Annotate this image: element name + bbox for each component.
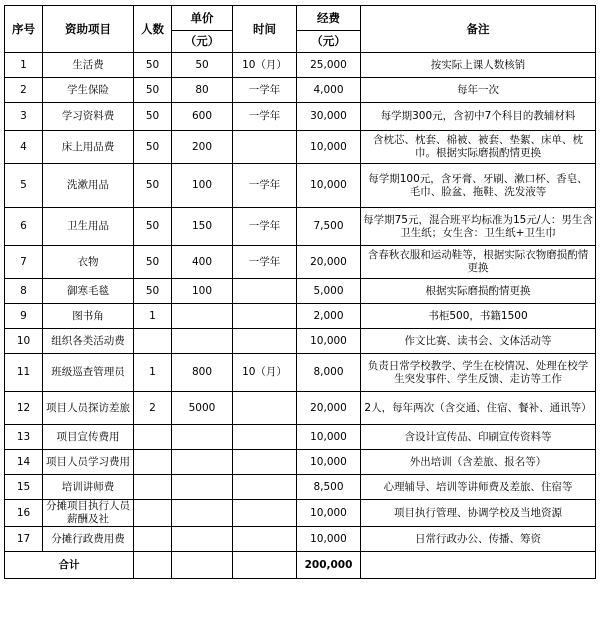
row-note[interactable]: 作文比赛、读书会、文体活动等 <box>361 329 596 354</box>
row-cost[interactable]: 10,000 <box>297 450 361 475</box>
row-item[interactable]: 卫生用品 <box>43 208 134 246</box>
row-time[interactable] <box>233 279 297 304</box>
row-people[interactable]: 1 <box>134 354 172 392</box>
row-no[interactable]: 3 <box>5 103 43 131</box>
row-price[interactable]: 5000 <box>172 392 233 425</box>
row-time[interactable] <box>233 131 297 164</box>
row-no[interactable]: 15 <box>5 475 43 500</box>
row-price[interactable]: 150 <box>172 208 233 246</box>
row-cost[interactable]: 8,500 <box>297 475 361 500</box>
row-price[interactable] <box>172 500 233 527</box>
row-note[interactable]: 负责日常学校教学、学生在校情况、处理在校学生突发事件、学生反馈、走访等工作 <box>361 354 596 392</box>
row-people[interactable]: 50 <box>134 246 172 279</box>
row-time[interactable] <box>233 425 297 450</box>
row-no[interactable]: 9 <box>5 304 43 329</box>
row-time[interactable]: 一学年 <box>233 208 297 246</box>
total-empty-cell[interactable] <box>172 552 233 579</box>
table-row <box>5 53 596 78</box>
row-price[interactable]: 80 <box>172 78 233 103</box>
header-unit-price-unit[interactable]: （元） <box>172 31 233 53</box>
row-time[interactable]: 一学年 <box>233 164 297 208</box>
row-price[interactable] <box>172 425 233 450</box>
row-no[interactable]: 11 <box>5 354 43 392</box>
row-cost[interactable]: 7,500 <box>297 208 361 246</box>
budget-table <box>4 5 596 579</box>
row-price[interactable]: 100 <box>172 164 233 208</box>
row-cost[interactable]: 5,000 <box>297 279 361 304</box>
row-note[interactable]: 含设计宣传品、印刷宣传资料等 <box>361 425 596 450</box>
row-people[interactable]: 50 <box>134 53 172 78</box>
row-price[interactable] <box>172 475 233 500</box>
row-time[interactable] <box>233 304 297 329</box>
row-note[interactable]: 每学期75元，混合班平均标准为15元/人：男生含卫生纸；女生含：卫生纸+卫生巾 <box>361 208 596 246</box>
header-row <box>5 6 596 31</box>
row-item[interactable]: 学习资料费 <box>43 103 134 131</box>
row-time[interactable] <box>233 392 297 425</box>
table-row <box>5 354 596 392</box>
row-item[interactable]: 项目人员探访差旅 <box>43 392 134 425</box>
row-note[interactable]: 每年一次 <box>361 78 596 103</box>
header-people[interactable]: 人数 <box>134 6 172 53</box>
row-people[interactable]: 2 <box>134 392 172 425</box>
header-item[interactable]: 资助项目 <box>43 6 134 53</box>
row-people[interactable] <box>134 527 172 552</box>
row-note[interactable]: 项目执行管理、协调学校及当地资源 <box>361 500 596 527</box>
table-row <box>5 500 596 527</box>
row-no[interactable]: 6 <box>5 208 43 246</box>
row-item[interactable]: 图书角 <box>43 304 134 329</box>
row-cost[interactable]: 10,000 <box>297 500 361 527</box>
row-price[interactable]: 200 <box>172 131 233 164</box>
row-people[interactable]: 50 <box>134 279 172 304</box>
row-time[interactable]: 一学年 <box>233 246 297 279</box>
header-no[interactable]: 序号 <box>5 6 43 53</box>
row-item[interactable]: 御寒毛毯 <box>43 279 134 304</box>
row-people[interactable]: 50 <box>134 78 172 103</box>
header-cost[interactable]: 经费 <box>297 6 361 31</box>
table-row <box>5 304 596 329</box>
table-row <box>5 131 596 164</box>
row-time[interactable] <box>233 329 297 354</box>
row-time[interactable] <box>233 450 297 475</box>
table-row <box>5 425 596 450</box>
row-cost[interactable]: 10,000 <box>297 527 361 552</box>
row-no[interactable]: 8 <box>5 279 43 304</box>
row-time[interactable]: 一学年 <box>233 78 297 103</box>
row-no[interactable]: 12 <box>5 392 43 425</box>
row-no[interactable]: 14 <box>5 450 43 475</box>
row-time[interactable]: 10（月） <box>233 354 297 392</box>
total-empty-cell[interactable] <box>134 552 172 579</box>
table-row <box>5 246 596 279</box>
row-no[interactable]: 17 <box>5 527 43 552</box>
row-cost[interactable]: 2,000 <box>297 304 361 329</box>
row-note[interactable]: 按实际上课人数核销 <box>361 53 596 78</box>
row-note[interactable]: 每学期300元，含初中7个科目的教辅材料 <box>361 103 596 131</box>
row-cost[interactable]: 20,000 <box>297 246 361 279</box>
total-note[interactable] <box>361 552 596 579</box>
row-price[interactable] <box>172 527 233 552</box>
row-cost[interactable]: 10,000 <box>297 131 361 164</box>
row-cost[interactable]: 10,000 <box>297 164 361 208</box>
row-item[interactable]: 洗漱用品 <box>43 164 134 208</box>
table-row <box>5 527 596 552</box>
row-time[interactable] <box>233 475 297 500</box>
row-people[interactable] <box>134 500 172 527</box>
header-unit-price[interactable]: 单价 <box>172 6 233 31</box>
row-cost[interactable]: 10,000 <box>297 329 361 354</box>
row-note[interactable]: 心理辅导、培训等讲师费及差旅、住宿等 <box>361 475 596 500</box>
row-people[interactable]: 50 <box>134 208 172 246</box>
row-price[interactable]: 800 <box>172 354 233 392</box>
row-people[interactable] <box>134 329 172 354</box>
row-item[interactable]: 生活费 <box>43 53 134 78</box>
row-item[interactable]: 组织各类活动费 <box>43 329 134 354</box>
row-item[interactable]: 班级巡查管理员 <box>43 354 134 392</box>
row-item[interactable]: 分摊行政费用费 <box>43 527 134 552</box>
total-cost[interactable]: 200,000 <box>297 552 361 579</box>
table-row <box>5 475 596 500</box>
row-time[interactable] <box>233 527 297 552</box>
row-people[interactable] <box>134 475 172 500</box>
table-row <box>5 78 596 103</box>
row-no[interactable]: 1 <box>5 53 43 78</box>
row-note[interactable]: 日常行政办公、传播、筹资 <box>361 527 596 552</box>
row-item[interactable]: 项目宣传费用 <box>43 425 134 450</box>
row-price[interactable]: 600 <box>172 103 233 131</box>
row-time[interactable]: 10（月） <box>233 53 297 78</box>
row-price[interactable] <box>172 329 233 354</box>
row-item[interactable]: 衣物 <box>43 246 134 279</box>
row-note[interactable]: 根据实际磨损酌情更换 <box>361 279 596 304</box>
row-cost[interactable]: 20,000 <box>297 392 361 425</box>
table-row <box>5 164 596 208</box>
row-no[interactable]: 5 <box>5 164 43 208</box>
row-note[interactable]: 外出培训（含差旅、报名等） <box>361 450 596 475</box>
table-row <box>5 279 596 304</box>
row-cost[interactable]: 4,000 <box>297 78 361 103</box>
row-item[interactable]: 分摊项目执行人员薪酬及社 <box>43 500 134 527</box>
table-row <box>5 103 596 131</box>
table-row <box>5 208 596 246</box>
row-note[interactable]: 含春秋衣服和运动鞋等，根据实际衣物磨损酌情更换 <box>361 246 596 279</box>
row-price[interactable] <box>172 450 233 475</box>
row-no[interactable]: 4 <box>5 131 43 164</box>
row-cost[interactable]: 8,000 <box>297 354 361 392</box>
row-people[interactable]: 50 <box>134 103 172 131</box>
row-price[interactable] <box>172 304 233 329</box>
row-people[interactable] <box>134 450 172 475</box>
table-row <box>5 392 596 425</box>
row-note[interactable]: 每学期100元，含牙膏、牙刷、漱口杯、香皂、毛巾、脸盆、拖鞋、洗发液等 <box>361 164 596 208</box>
row-note[interactable]: 书柜500，书籍1500 <box>361 304 596 329</box>
row-item[interactable]: 培训讲师费 <box>43 475 134 500</box>
row-no[interactable]: 7 <box>5 246 43 279</box>
row-people[interactable]: 50 <box>134 131 172 164</box>
total-empty-cell[interactable] <box>233 552 297 579</box>
row-note[interactable]: 含枕芯、枕套、棉被、被套、垫絮、床单、枕巾。根据实际磨损酌情更换 <box>361 131 596 164</box>
row-price[interactable]: 100 <box>172 279 233 304</box>
row-people[interactable] <box>134 425 172 450</box>
row-price[interactable]: 50 <box>172 53 233 78</box>
header-time[interactable]: 时间 <box>233 6 297 53</box>
row-cost[interactable]: 30,000 <box>297 103 361 131</box>
header-note[interactable]: 备注 <box>361 6 596 53</box>
row-no[interactable]: 2 <box>5 78 43 103</box>
table-row <box>5 450 596 475</box>
row-time[interactable]: 一学年 <box>233 103 297 131</box>
row-people[interactable]: 50 <box>134 164 172 208</box>
row-no[interactable]: 10 <box>5 329 43 354</box>
row-people[interactable]: 1 <box>134 304 172 329</box>
row-item[interactable]: 学生保险 <box>43 78 134 103</box>
row-note[interactable]: 2人，每年两次（含交通、住宿、餐补、通讯等） <box>361 392 596 425</box>
row-item[interactable]: 项目人员学习费用 <box>43 450 134 475</box>
row-price[interactable]: 400 <box>172 246 233 279</box>
row-no[interactable]: 16 <box>5 500 43 527</box>
row-item[interactable]: 床上用品费 <box>43 131 134 164</box>
header-cost-unit[interactable]: （元） <box>297 31 361 53</box>
row-no[interactable]: 13 <box>5 425 43 450</box>
row-time[interactable] <box>233 500 297 527</box>
total-label[interactable]: 合计 <box>5 552 134 579</box>
total-row <box>5 552 596 579</box>
table-row <box>5 329 596 354</box>
row-cost[interactable]: 10,000 <box>297 425 361 450</box>
row-cost[interactable]: 25,000 <box>297 53 361 78</box>
